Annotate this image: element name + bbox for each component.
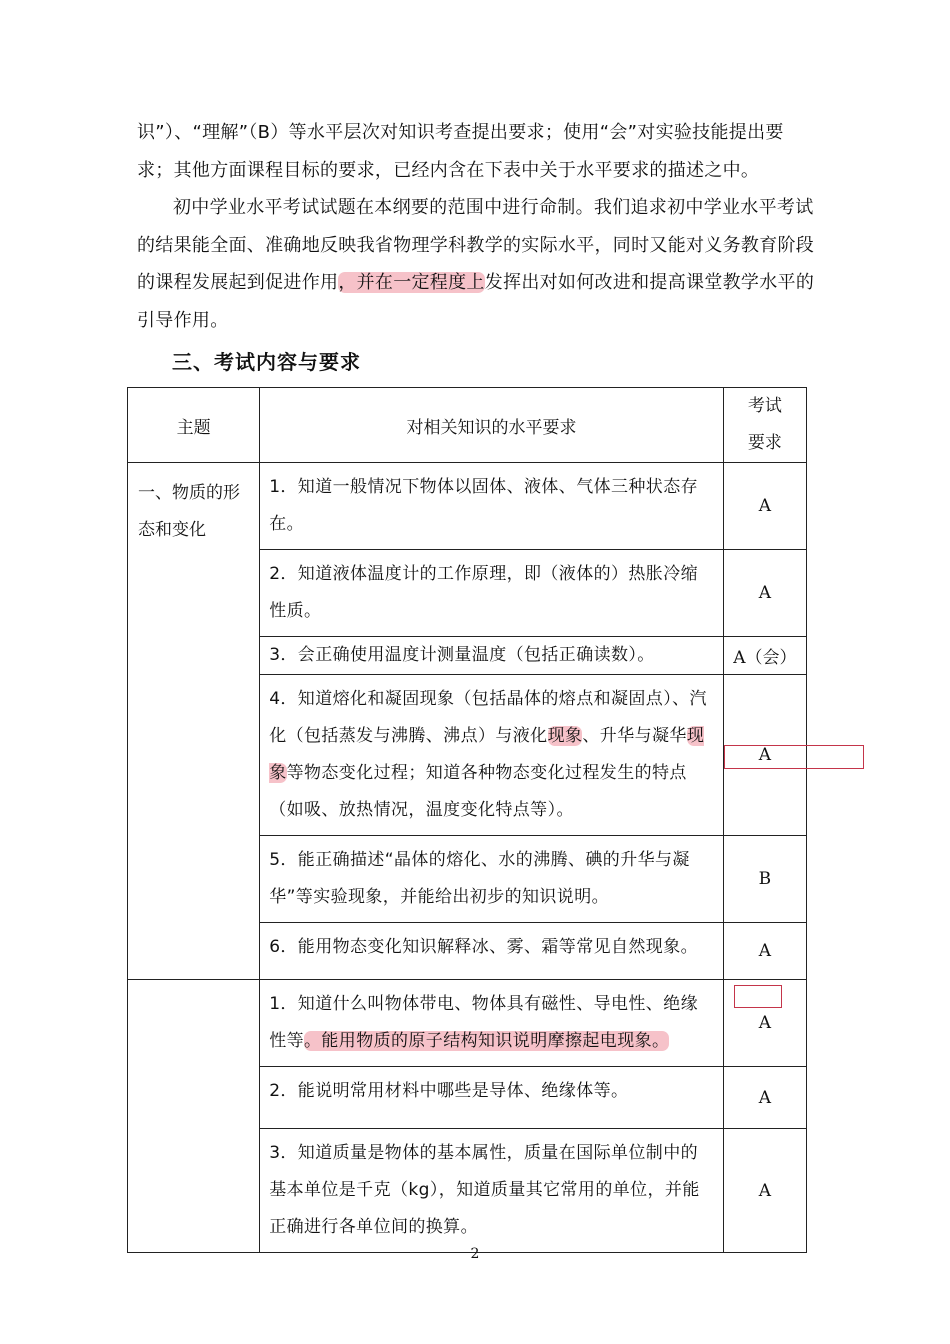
requirement-text: 5．能正确描述“晶体的熔化、水的沸腾、碘的升华与凝华”等实验现象，并能给出初步的知识说明。 (260, 836, 724, 923)
requirement-text: 3．会正确使用温度计测量温度（包括正确读数）。 (260, 637, 724, 675)
intro-text: 初中学业水平考试试题在本纲要的范围中进行命制。我们追求初中学业水平考试的结果能全面、准确地反映我省物理学科教学的实际水平，同时又能对义务教育阶段的课程发展起到促进作用 (137, 197, 815, 293)
requirement-text: 1．知道一般情况下物体以固体、液体、气体三种状态存在。 (260, 463, 724, 550)
highlight-mark: 现象 (269, 726, 705, 783)
header-topic: 主题 (128, 388, 260, 463)
table-row (128, 980, 807, 1067)
header-level (723, 388, 806, 463)
header-level-line: 要求 (747, 433, 782, 453)
level-cell: A (723, 1067, 806, 1129)
requirement-text (260, 980, 724, 1067)
requirement-text: 2．知道液体温度计的工作原理，即（液体的）热胀冷缩性质。 (260, 550, 724, 637)
requirement-text: 3．知道质量是物体的基本属性，质量在国际单位制中的基本单位是千克（kg），知道质量其它常用的单位，并能正确进行各单位间的换算。 (260, 1129, 724, 1253)
intro-paragraph-1: 识”）、“理解”（B）等水平层次对知识考查提出要求；使用“会”对实验技能提出要求；其他方面课程目标的要求，已经内含在下表中关于水平要求的描述之中。 (137, 122, 784, 181)
header-level-line: 考试 (747, 396, 782, 416)
level-cell: A (723, 463, 806, 550)
level-cell: A（会） (723, 637, 806, 675)
requirement-text-part: 1．知道什么叫物体带电、物体具有磁性、导电性、绝缘性等 (269, 994, 699, 1051)
level-cell: A (723, 1129, 806, 1253)
table-header-row (128, 388, 807, 463)
requirement-text (260, 675, 724, 836)
requirement-text: 2．能说明常用材料中哪些是导体、绝缘体等。 (260, 1067, 724, 1129)
topic-cell (128, 980, 260, 1253)
annotation-box (724, 745, 864, 769)
requirement-text-part: 、升华与凝华 (582, 726, 687, 746)
annotation-box (734, 985, 782, 1008)
requirement-text-part: 等物态变化过程；知道各种物态变化过程发生的特点（如吸、放热情况，温度变化特点等）。 (269, 763, 687, 820)
level-cell: A (723, 923, 806, 980)
level-cell: A (723, 980, 806, 1067)
level-cell: A (723, 675, 806, 836)
intro-paragraph-2 (137, 189, 817, 339)
level-cell: A (723, 550, 806, 637)
highlight-mark: ，并在一定程度上 (338, 272, 485, 293)
requirement-text-part: 4．知道熔化和凝固现象（包括晶体的熔点和凝固点）、汽化（包括蒸发与沸腾、沸点）与液化 (269, 689, 707, 746)
table-row (128, 463, 807, 550)
requirement-text: 6．能用物态变化知识解释冰、雾、霜等常见自然现象。 (260, 923, 724, 980)
page-number: 2 (470, 1246, 480, 1262)
header-description: 对相关知识的水平要求 (260, 388, 724, 463)
highlight-mark: 现象 (547, 726, 583, 746)
requirements-table (127, 387, 807, 1253)
section-title: 三、考试内容与要求 (172, 350, 361, 374)
highlight-mark: 。能用物质的原子结构知识说明摩擦起电现象。 (304, 1031, 670, 1051)
level-cell: B (723, 836, 806, 923)
topic-cell: 一、物质的形态和变化 (128, 463, 260, 980)
intro-text: 发挥出对如何改进和提高课堂教学水平的引导作用。 (137, 272, 815, 331)
